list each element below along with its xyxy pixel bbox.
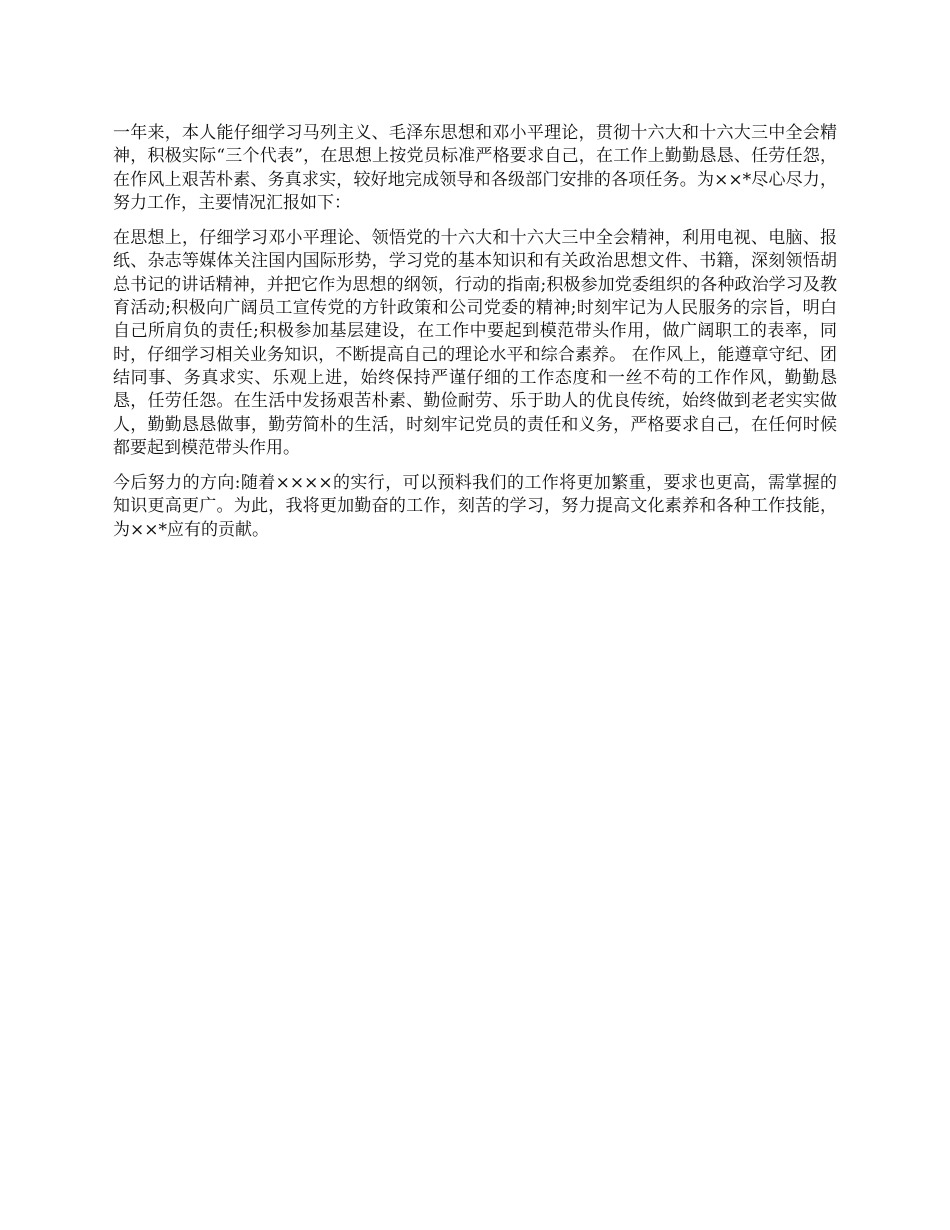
paragraph-intro: 一年来，本人能仔细学习马列主义、毛泽东思想和邓小平理论，贯彻十六大和十六大三中全会精神，积极实际“三个代表”，在思想上按党员标准严格要求自己，在工作上勤勤恳恳、任劳任怨，在作风上艰苦朴素、务真求实，较好地完成领导和各级部门安排的各项任务。为××*尽心尽力，努力工作，主要情况汇报如下： (113, 123, 837, 213)
paragraph-ideology-and-conduct: 在思想上，仔细学习邓小平理论、领悟党的十六大和十六大三中全会精神，利用电视、电脑、报纸、杂志等媒体关注国内国际形势，学习党的基本知识和有关政治思想文件、书籍，深刻领悟胡总书记的讲话精神，并把它作为思想的纲领，行动的指南;积极参加党委组织的各种政治学习及教育活动;积极向广阔员工宣传党的方针政策和公司党委的精神;时刻牢记为人民服务的宗旨，明白自己所肩负的责任;积极参加基层建设，在工作中要起到模范带头作用，做广阔职工的表率，同时，仔细学习相关业务知识，不断提高自己的理论水平和综合素养。 在作风上，能遵章守纪、团结同事、务真求实、乐观上进，始终保持严谨仔细的工作态度和一丝不苟的工作作风，勤勤恳恳，任劳任怨。在生活中发扬艰苦朴素、勤俭耐劳、乐于助人的优良传统，始终做到老老实实做人，勤勤恳恳做事，勤劳简朴的生活，时刻牢记党员的责任和义务，严格要求自己，在任何时候都要起到模范带头作用。 (113, 228, 837, 458)
paragraph-future-direction: 今后努力的方向:随着××××的实行，可以预料我们的工作将更加繁重，要求也更高，需掌握的知识更高更广。为此，我将更加勤奋的工作，刻苦的学习，努力提高文化素养和各种工作技能，为××*应有的贡献。 (113, 473, 837, 540)
document-body (113, 122, 837, 554)
